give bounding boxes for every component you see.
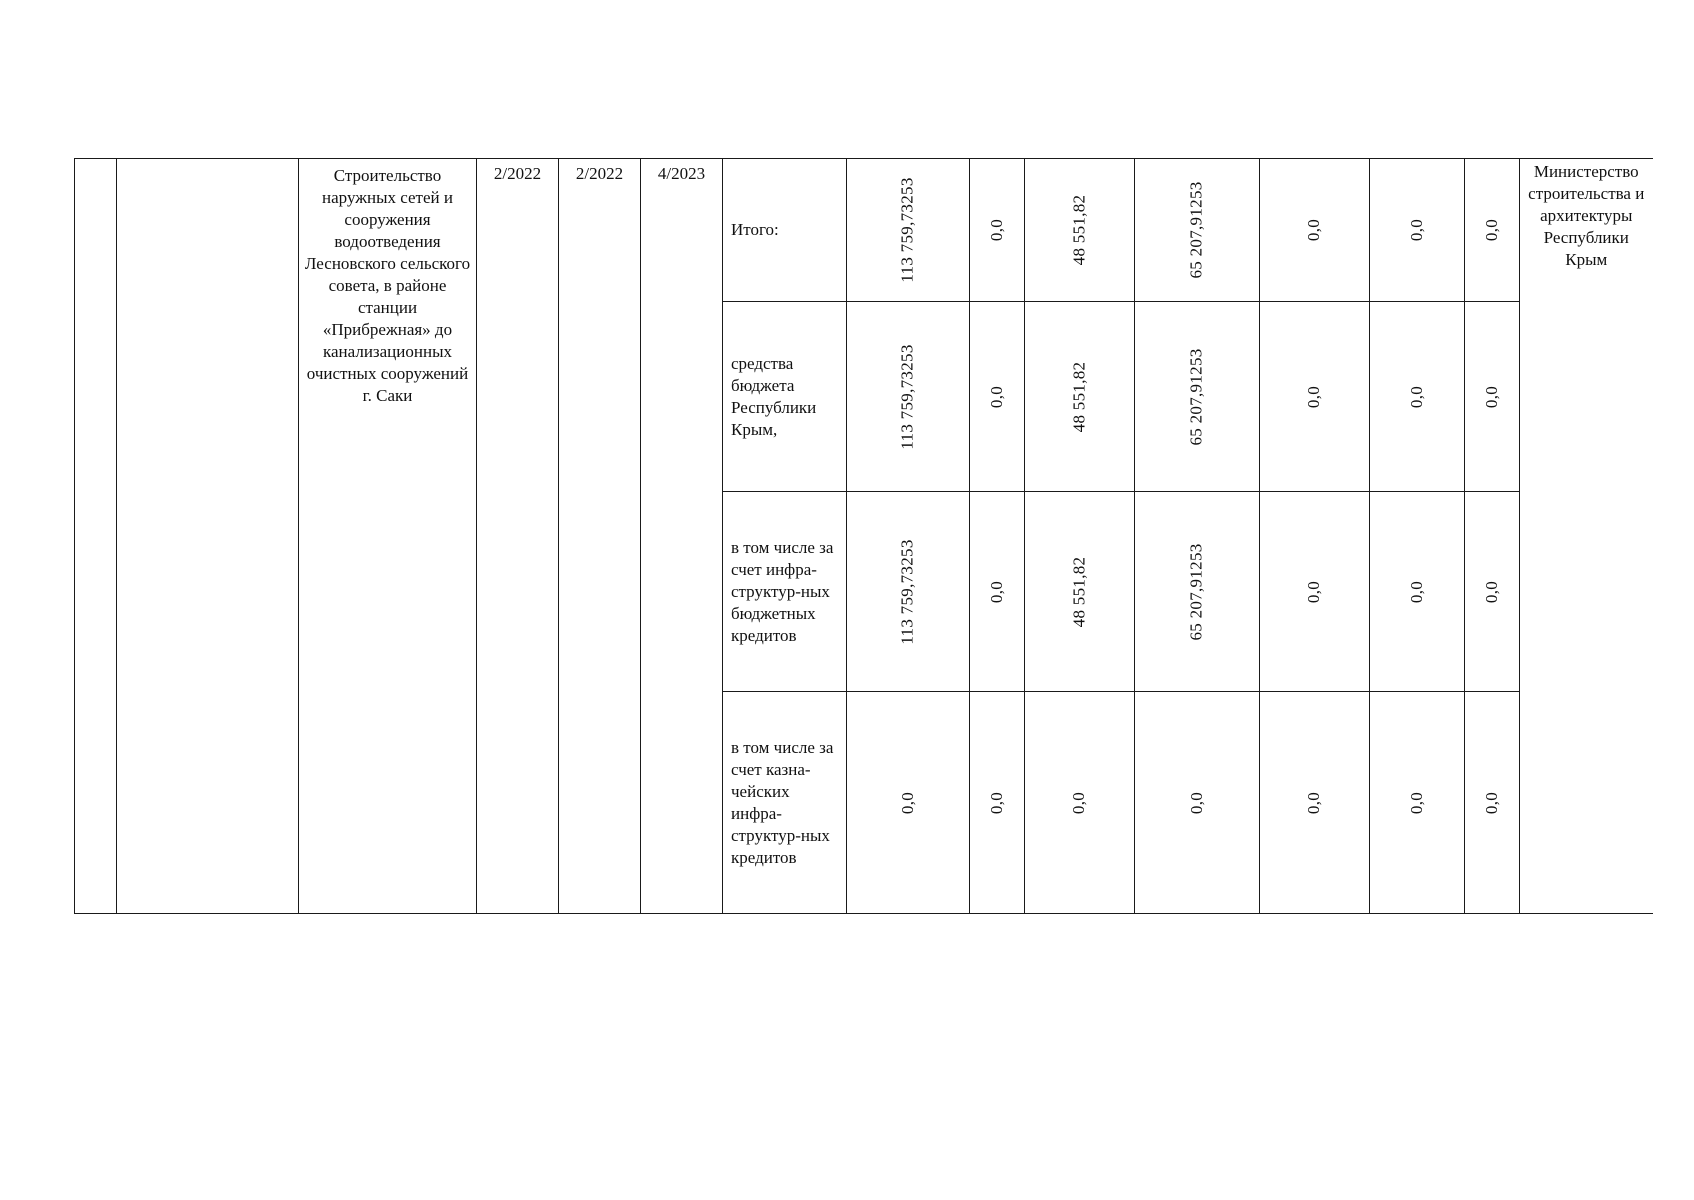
- date-cell-3: 4/2023: [641, 159, 723, 914]
- funding-source: в том числе за счет инфра-структур-ных бюджетных кредитов: [723, 492, 847, 692]
- value-cell: 0,0: [1465, 492, 1520, 692]
- value-cell: 0,0: [1465, 159, 1520, 302]
- value-cell: 0,0: [1260, 302, 1370, 492]
- value-cell: 65 207,91253: [1135, 492, 1260, 692]
- date-cell-1: 2/2022: [477, 159, 559, 914]
- funding-source: Итого:: [723, 159, 847, 302]
- value-cell: 113 759,73253: [847, 492, 970, 692]
- value-cell: 0,0: [1370, 159, 1465, 302]
- value-cell: 0,0: [970, 159, 1025, 302]
- value-cell: 0,0: [1370, 302, 1465, 492]
- value-cell: 0,0: [1025, 692, 1135, 914]
- value-cell: 48 551,82: [1025, 302, 1135, 492]
- value-cell: 0,0: [1465, 302, 1520, 492]
- value-cell: 65 207,91253: [1135, 159, 1260, 302]
- value-cell: 0,0: [1135, 692, 1260, 914]
- value-cell: 48 551,82: [1025, 159, 1135, 302]
- value-cell: 0,0: [1260, 692, 1370, 914]
- program-cell: [117, 159, 299, 914]
- funding-source: в том числе за счет казна-чейских инфра-структур-ных кредитов: [723, 692, 847, 914]
- value-cell: 0,0: [1465, 692, 1520, 914]
- value-cell: 65 207,91253: [1135, 302, 1260, 492]
- value-cell: 0,0: [970, 302, 1025, 492]
- table-row: [75, 159, 1653, 302]
- value-cell: 48 551,82: [1025, 492, 1135, 692]
- value-cell: 0,0: [1370, 492, 1465, 692]
- value-cell: 0,0: [1260, 159, 1370, 302]
- value-cell: 0,0: [1370, 692, 1465, 914]
- number-cell: [75, 159, 117, 914]
- responsible-executor: Министерство строительства и архитектуры Республики Крым: [1520, 159, 1653, 914]
- value-cell: 0,0: [970, 492, 1025, 692]
- object-description: Строительство наружных сетей и сооружения водоотведения Лесновского сельского совета, в районе станции «Прибрежная» до канализационных очистных сооружений г. Саки: [299, 159, 477, 914]
- funding-source: средства бюджета Республики Крым,: [723, 302, 847, 492]
- value-cell: 0,0: [970, 692, 1025, 914]
- value-cell: 113 759,73253: [847, 302, 970, 492]
- value-cell: 0,0: [1260, 492, 1370, 692]
- value-cell: 0,0: [847, 692, 970, 914]
- value-cell: 113 759,73253: [847, 159, 970, 302]
- program-table: [74, 158, 1653, 914]
- date-cell-2: 2/2022: [559, 159, 641, 914]
